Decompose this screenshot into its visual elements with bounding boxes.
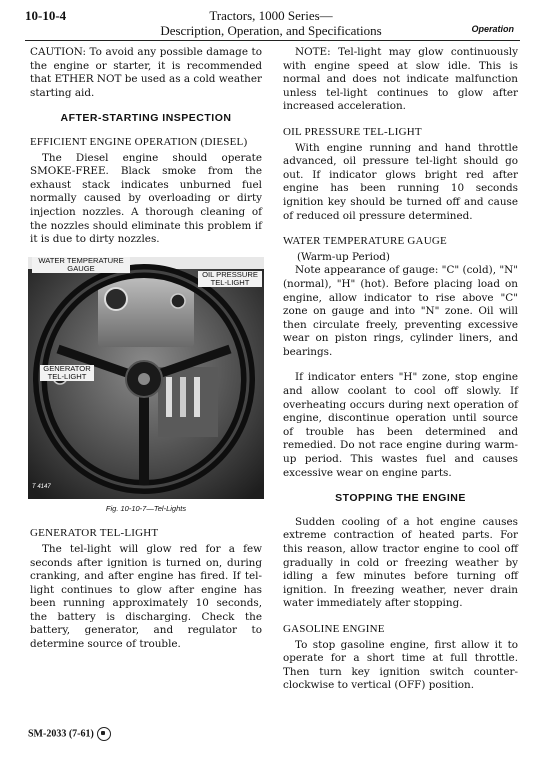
page-number: 10-10-4 (25, 8, 67, 23)
generator-heading: GENERATOR TEL-LIGHT (30, 527, 159, 540)
title-line-2: Description, Operation, and Specifications (160, 23, 382, 38)
stopping-heading: STOPPING THE ENGINE (335, 492, 466, 505)
left-column (30, 46, 262, 652)
tel-lights-figure (28, 257, 264, 499)
stopping-text: Sudden cooling of a hot engine causes extreme contraction of heated parts. For this reason, allow tractor engine to cool off gradually in cold or freezing weather by idling a few minutes before turning off ignition. In freezing weather, never drain water immediately after stopping. (283, 515, 518, 610)
title-line-1: Tractors, 1000 Series— (209, 8, 333, 23)
section-name: Operation (471, 24, 514, 34)
efficient-operation-heading: EFFICIENT ENGINE OPERATION (DIESEL) (30, 135, 248, 148)
water-temperature-text-2: If indicator enters "H" zone, stop engine and allow coolant to cool off slowly. If overheating occurs during next operation of engine, discontinue operation until source of trouble has been determined and remedied. Do not race engine during warm-up period. This wastes fuel and causes excessive wear on engine parts. (283, 371, 518, 479)
figure-label-water: WATER TEMPERATURE GAUGE (32, 257, 130, 273)
oil-pressure-text: With engine running and hand throttle advanced, oil pressure tel-light should go out. If indicator glows bright red after engine has been running 10 seconds ignition key should be turned off and cause of reduced oil pressure determined. (283, 141, 518, 222)
water-temperature-heading: WATER TEMPERATURE GAUGE (283, 235, 447, 248)
after-starting-heading: AFTER-STARTING INSPECTION (60, 112, 232, 125)
right-column (283, 46, 518, 693)
efficient-operation-text: The Diesel engine should operate SMOKE-FREE. Black smoke from the exhaust stack indicates unburned fuel normally caused by overloading or dirty injection nozzles. A thorough cleaning of the nozzles should eliminate this problem if it is due to dirty nozzles. (30, 151, 262, 246)
note-text: NOTE: Tel-light may glow continuously with engine speed at slow idle. This is normal and does not indicate malfunction unless tel-light continues to glow after increased acceleration. (283, 46, 518, 113)
water-temperature-text: Note appearance of gauge: "C" (cold), "N" (normal), "H" (hot). Before placing load on engine, allow indicator to rise above "C" zone on gauge and into "N" zone. Oil will then circulate freely, preventing excessive wear on piston rings, cylinder liners, and bearings. (283, 264, 518, 358)
footer-code: SM-2033 (7-61) (28, 728, 94, 740)
gasoline-heading: GASOLINE ENGINE (283, 622, 385, 635)
oil-pressure-heading: OIL PRESSURE TEL-LIGHT (283, 125, 422, 138)
document-title (0, 8, 542, 38)
oil-pressure-light-icon (171, 294, 185, 308)
figure-label-oil: OIL PRESSURE TEL-LIGHT (198, 271, 262, 287)
figure-tag: T 4147 (32, 483, 51, 490)
generator-text: The tel-light will glow red for a few seconds after ignition is turned on, during cranking, and after engine has fired. If tel-light continues to glow after engine has been running approximately 10 seconds, the battery is discharging. Check the battery, generator, and regulator to determine source of trouble. (30, 542, 262, 651)
publisher-logo-icon (97, 727, 111, 741)
water-temperature-gauge-icon (105, 288, 127, 310)
gasoline-text: To stop gasoline engine, first allow it to operate for a short time at full throttle. Then turn key ignition switch counter-clockwise to vertical (OFF) position. (283, 638, 518, 692)
page-footer (28, 727, 111, 741)
figure-caption: Fig. 10-10-7—Tel-Lights (105, 503, 187, 513)
water-temperature-subheading: (Warm-up Period) (297, 250, 390, 263)
header-rule (25, 40, 520, 41)
caution-text: CAUTION: To avoid any possible damage to the engine or starter, it is recommended that ETHER NOT be used as a cold weather starting aid. (30, 46, 262, 99)
figure-label-generator: GENERATOR TEL-LIGHT (40, 365, 94, 381)
